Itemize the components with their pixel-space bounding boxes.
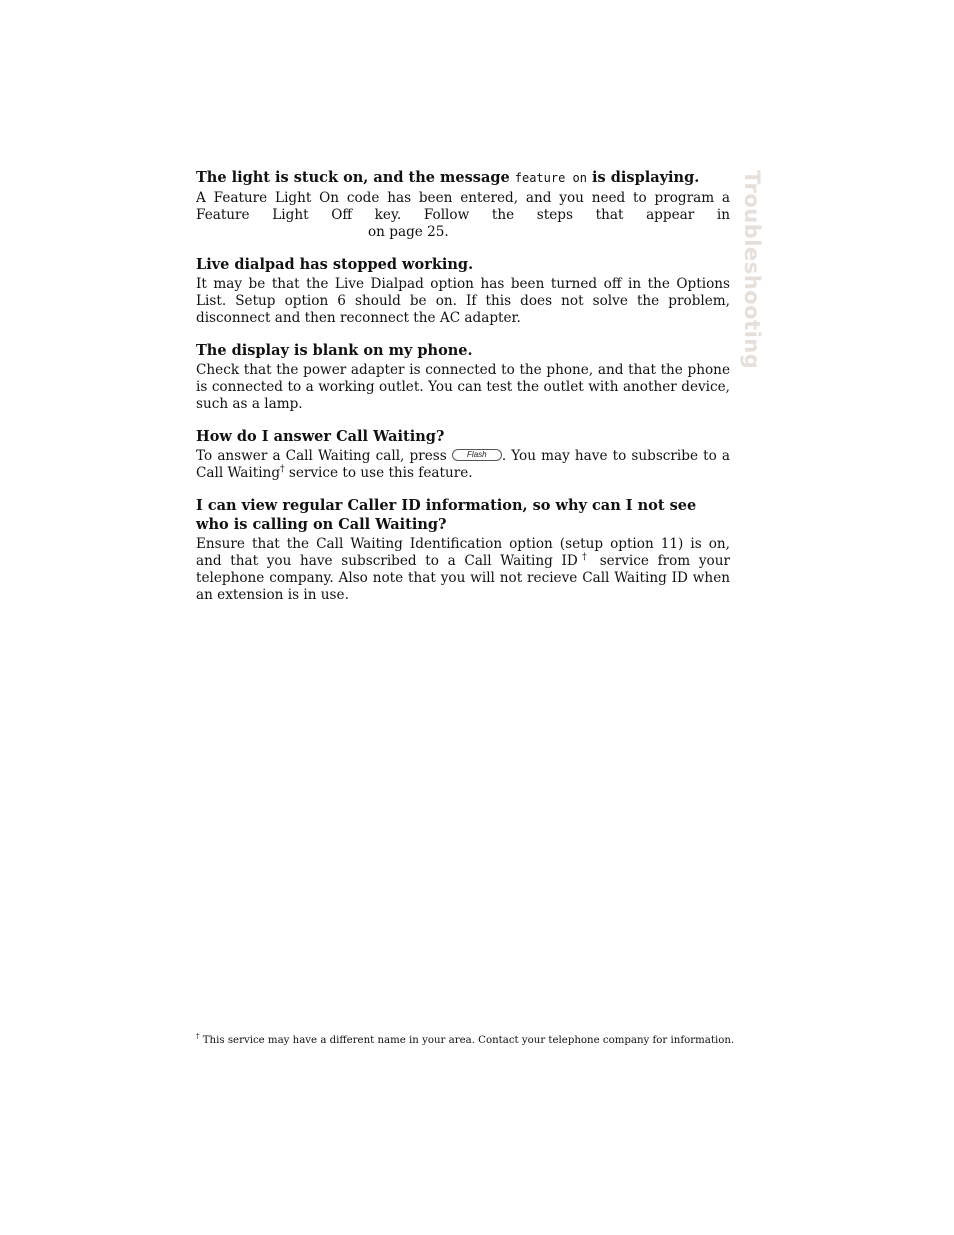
dagger-mark: † (280, 464, 285, 475)
faq-question: The light is stuck on, and the message feature on is displaying. (196, 169, 700, 186)
flash-key-icon: Flash (452, 449, 502, 461)
faq-item (196, 341, 730, 413)
faq-answer: To answer a Call Waiting call, press Flash . You may have to subscribe to a Call Waiting† service to use this feature. (196, 448, 730, 481)
dagger-mark: † (577, 552, 592, 563)
section-side-tab (736, 170, 764, 370)
display-message-code: feature on (514, 171, 587, 185)
faq-answer: Check that the power adapter is connected to the phone, and that the phone is connected to a working outlet. You can test the outlet with another device, such as a lamp. (196, 362, 730, 412)
faq-question: How do I answer Call Waiting? (196, 428, 445, 445)
faq-question: I can view regular Caller ID information, so why can I not see who is calling on Call Waiting? (196, 497, 697, 533)
side-tab-label: Troubleshooting (740, 170, 764, 370)
faq-answer: A Feature Light On code has been entered, and you need to program a Feature Light Off key. Follow the steps that appear inon page 25. (196, 190, 730, 240)
faq-item (196, 255, 730, 327)
troubleshooting-content (196, 168, 730, 618)
faq-answer: It may be that the Live Dialpad option has been turned off in the Options List. Setup option 6 should be on. If this does not solve the problem, disconnect and then reconnect the AC adapter. (196, 276, 730, 326)
faq-question: Live dialpad has stopped working. (196, 256, 474, 273)
dagger-mark: † (196, 1032, 200, 1041)
faq-item (196, 427, 730, 482)
faq-item (196, 168, 730, 241)
faq-question: The display is blank on my phone. (196, 342, 473, 359)
faq-answer: Ensure that the Call Waiting Identification option (setup option 11) is on, and that you have subscribed to a Call Waiting ID† service from your telephone company. Also note that you will not recieve Call Waiting ID when an extension is in use. (196, 536, 730, 603)
faq-item (196, 496, 730, 604)
footnote: † This service may have a different name in your area. Contact your telephone company for information. (196, 1032, 735, 1046)
